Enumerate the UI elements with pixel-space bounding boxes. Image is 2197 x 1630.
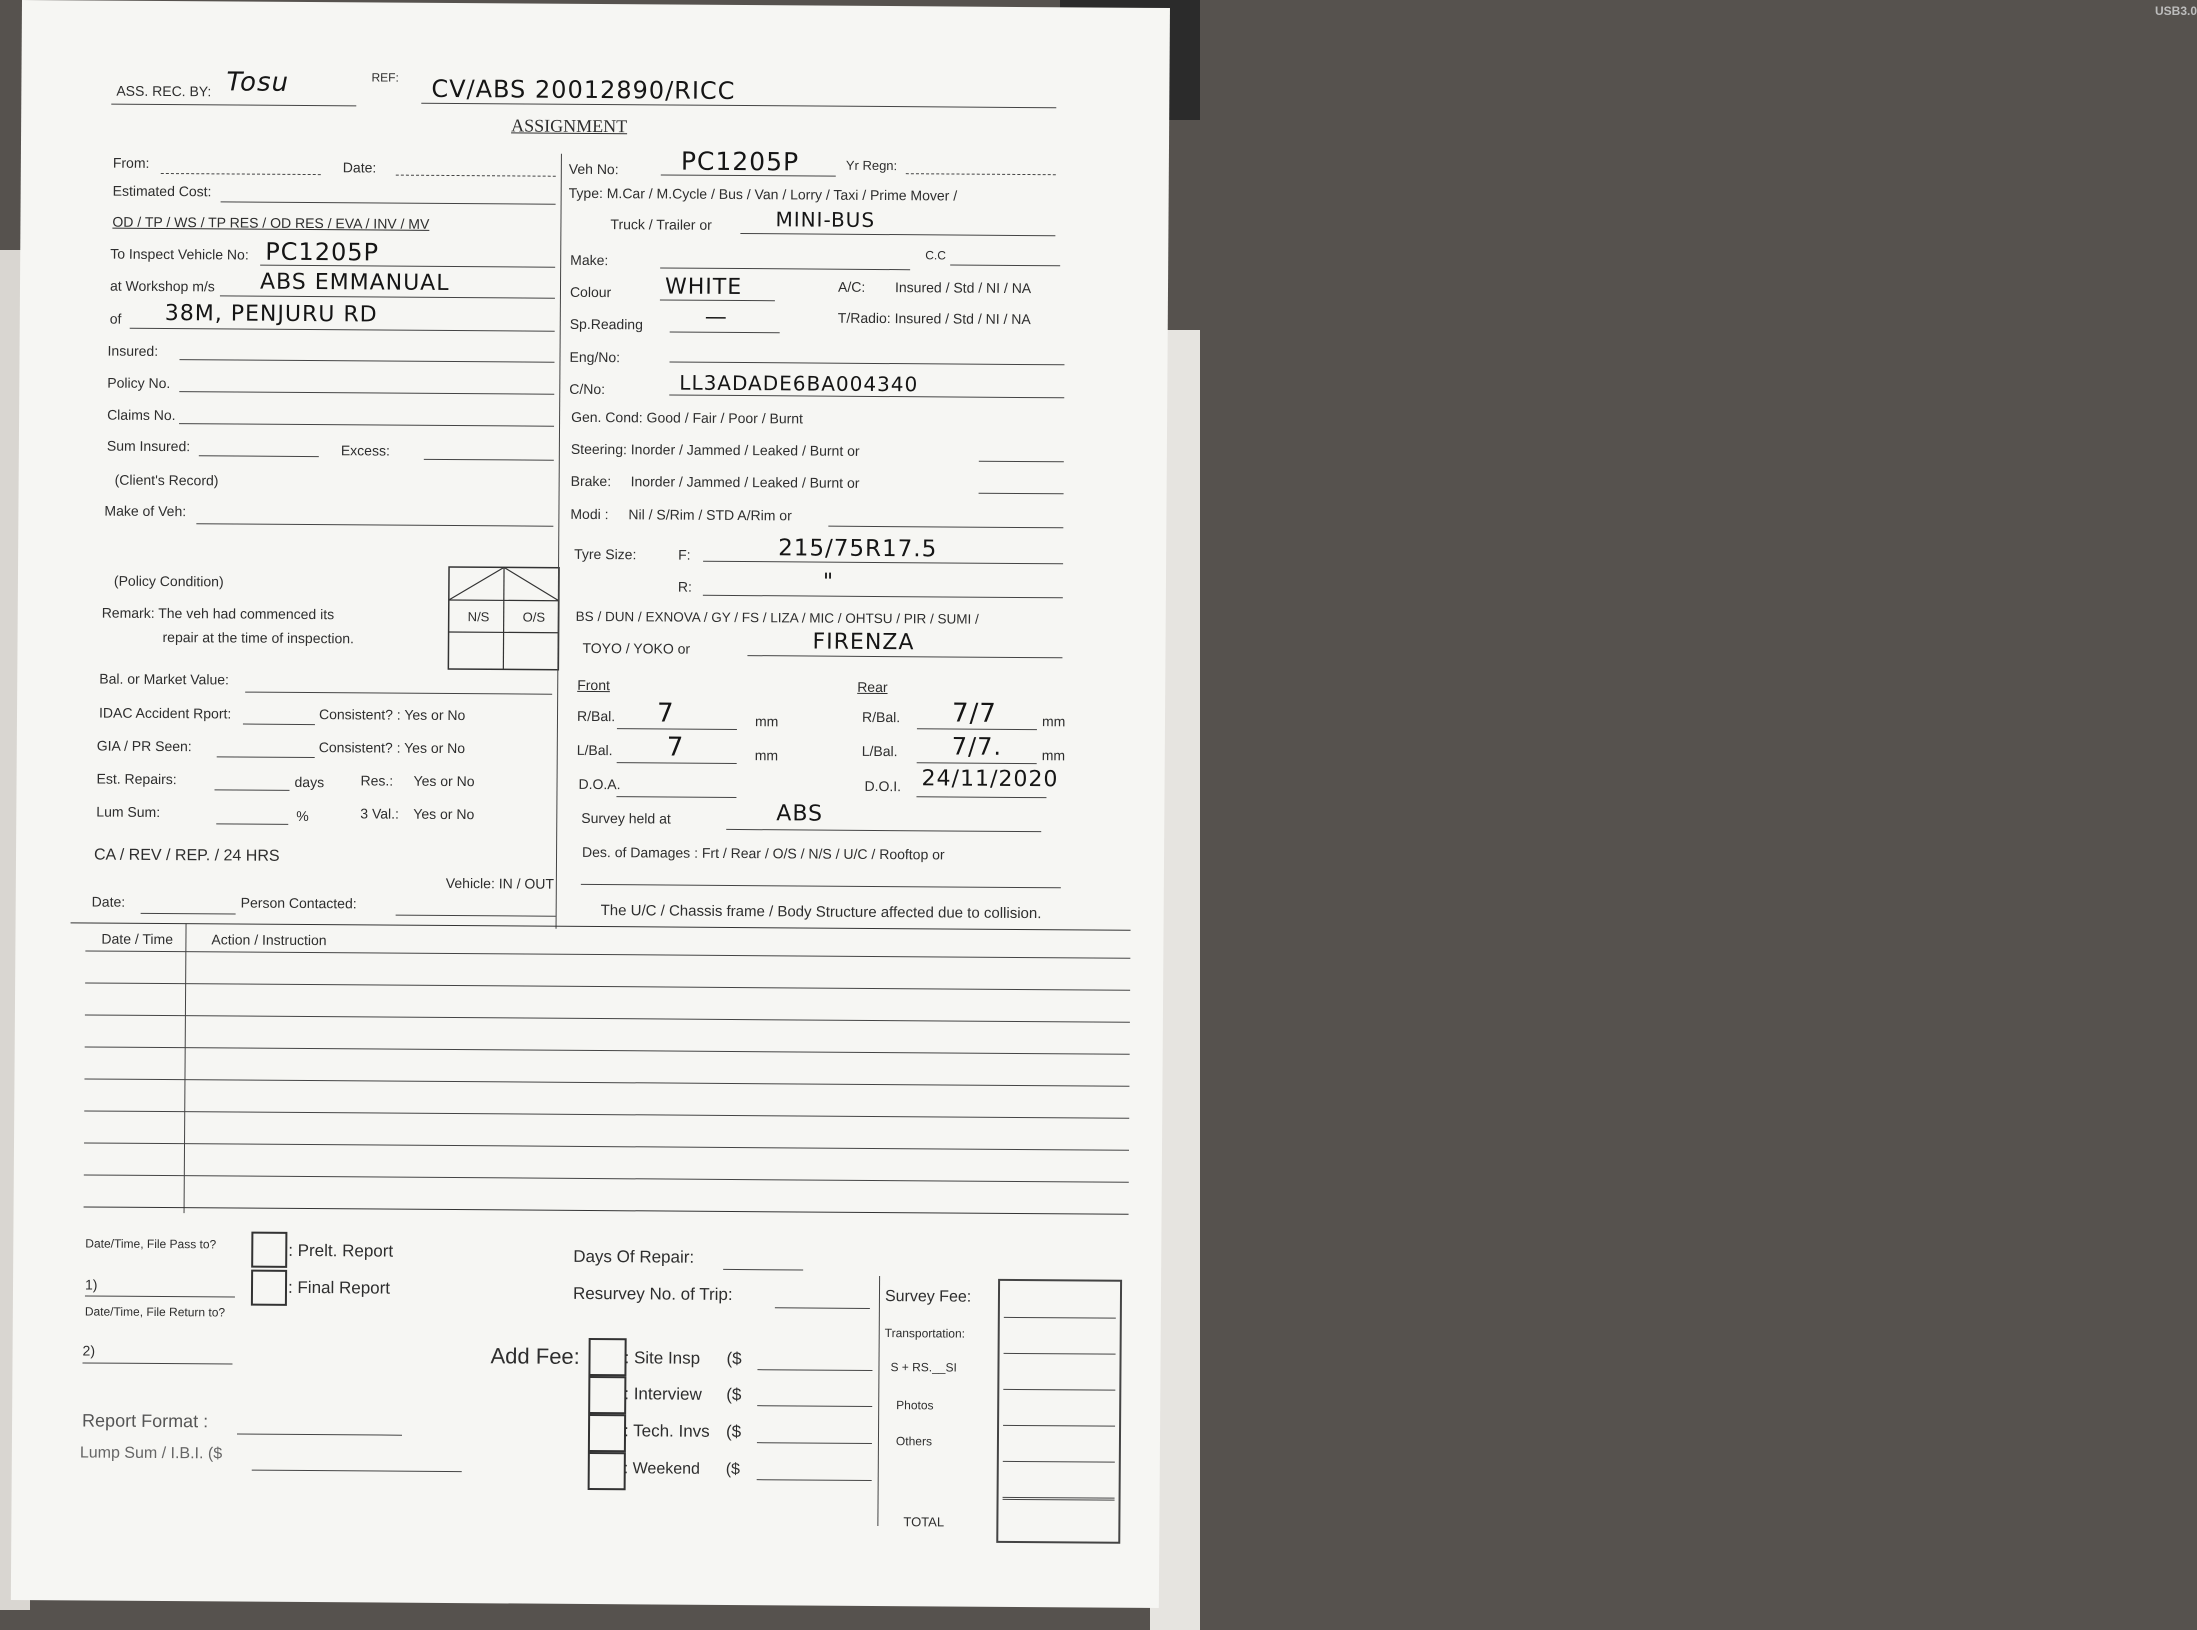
rear-lbal-value[interactable]: 7/7. — [951, 732, 1003, 761]
colour-line — [660, 299, 775, 301]
weekend-checkbox[interactable] — [588, 1452, 626, 1490]
undercarriage-statement: The U/C / Chassis frame / Body Structure affected due to collision. — [600, 902, 1042, 923]
ca-rev-rep-options[interactable]: CA / REV / REP. / 24 HRS — [93, 846, 280, 865]
file-return-label: Date/Time, File Return to? — [84, 1304, 226, 1320]
excess-label: Excess: — [340, 442, 390, 459]
days-of-repair-line — [723, 1269, 803, 1271]
weekend-dollar: ($ — [725, 1460, 741, 1479]
interview-label: : Interview — [624, 1384, 702, 1404]
gia-line — [217, 756, 315, 758]
insured-line — [179, 359, 554, 363]
prelim-report-label: : Prelt. Report — [288, 1240, 394, 1261]
yr-regn-label: Yr Regn: — [845, 157, 898, 174]
days-of-repair-label: Days Of Repair: — [573, 1246, 695, 1267]
lump-sum-line — [252, 1470, 462, 1472]
remark-line-2: repair at the time of inspection. — [162, 628, 355, 647]
tech-invs-label: : Tech. Invs — [623, 1421, 710, 1441]
front-lbal-mm: mm — [754, 747, 779, 764]
ref-value[interactable]: CV/ABS 20012890/RICC — [431, 74, 736, 105]
est-repairs-line — [214, 789, 289, 791]
srs-label: S + RS.__SI — [890, 1360, 957, 1375]
rear-lbal-mm: mm — [1041, 747, 1066, 764]
table-row-line — [85, 1014, 1130, 1022]
make-of-veh-label: Make of Veh: — [104, 502, 187, 520]
front-rbal-line — [617, 728, 737, 730]
add-fee-label: Add Fee: — [490, 1343, 580, 1369]
front-lbal-line — [617, 762, 737, 764]
transportation-label: Transportation: — [884, 1326, 966, 1341]
rear-rbal-label: R/Bal. — [861, 708, 901, 726]
val3-label: 3 Val.: — [360, 805, 400, 822]
address-value[interactable]: 38M, PENJURU RD — [164, 301, 378, 328]
tech-invs-checkbox[interactable] — [588, 1414, 626, 1452]
site-insp-label: : Site Insp — [624, 1348, 701, 1368]
eng-no-label: Eng/No: — [569, 348, 621, 366]
form-title: ASSIGNMENT — [511, 115, 628, 137]
sum-insured-line — [199, 455, 319, 457]
modi-label: Modi : — [570, 505, 609, 523]
steering-options[interactable]: Steering: Inorder / Jammed / Leaked / Burnt or — [570, 440, 860, 459]
doi-line — [916, 796, 1046, 798]
cc-label: C.C — [925, 248, 946, 263]
tyre-front-value[interactable]: 215/75R17.5 — [778, 535, 938, 563]
colour-value[interactable]: WHITE — [664, 274, 743, 301]
from-line — [161, 173, 321, 175]
front-rbal-value[interactable]: 7 — [656, 698, 675, 729]
item-2-label: 2) — [82, 1342, 96, 1359]
report-format-line — [237, 1434, 402, 1436]
tech-invs-dollar: ($ — [725, 1421, 742, 1442]
sum-insured-label: Sum Insured: — [106, 437, 191, 455]
table-bottom-border — [84, 1206, 1129, 1214]
final-report-checkbox[interactable] — [251, 1270, 287, 1306]
estimated-cost-label: Estimated Cost: — [112, 182, 212, 200]
rear-label: Rear — [857, 678, 888, 696]
idac-line — [243, 724, 315, 726]
modi-line — [828, 526, 1063, 529]
truck-type-line — [740, 233, 1055, 236]
general-condition-options[interactable]: Gen. Cond: Good / Fair / Poor / Burnt — [571, 408, 804, 427]
claims-no-line — [179, 423, 554, 427]
others-label: Others — [895, 1434, 933, 1449]
item-2-line — [82, 1362, 232, 1364]
front-label: Front — [577, 676, 610, 694]
weekend-label: : Weekend — [623, 1460, 701, 1478]
vehicle-in-out[interactable]: Vehicle: IN / OUT — [445, 874, 555, 892]
survey-fee-label: Survey Fee: — [884, 1288, 972, 1306]
lum-sum-line — [216, 823, 288, 825]
market-value-line — [245, 692, 552, 695]
fee-total-line — [1003, 1497, 1115, 1501]
gia-consistent[interactable]: Consistent? : Yes or No — [318, 739, 466, 757]
veh-no-value[interactable]: PC1205P — [680, 146, 800, 177]
rear-rbal-mm: mm — [1041, 713, 1066, 730]
fee-amount-row-line — [1003, 1389, 1115, 1391]
interview-line — [757, 1405, 872, 1407]
table-row-line — [84, 1110, 1129, 1118]
damage-description-options[interactable]: Des. of Damages : Frt / Rear / O/S / N/S / U/C / Rooftop or — [582, 843, 945, 863]
front-lbal-label: L/Bal. — [576, 741, 613, 759]
idac-label: IDAC Accident Rport: — [98, 704, 232, 722]
inspect-vehicle-value[interactable]: PC1205P — [265, 237, 380, 267]
fee-amount-row-line — [1004, 1317, 1116, 1319]
address-line — [130, 328, 555, 332]
brake-options[interactable]: Inorder / Jammed / Leaked / Burnt or — [630, 473, 860, 491]
rear-rbal-value[interactable]: 7/7 — [951, 698, 997, 729]
tyre-front-line — [703, 561, 1063, 565]
site-insp-dollar: ($ — [726, 1348, 742, 1369]
clients-record-label: (Client's Record) — [114, 471, 219, 489]
tyre-rear-line — [703, 595, 1063, 599]
cc-line — [950, 264, 1060, 266]
site-insp-line — [757, 1369, 872, 1371]
report-format-label: Report Format : — [82, 1410, 209, 1432]
os-label: O/S — [522, 609, 546, 625]
lump-sum-label: Lump Sum / I.B.I. ($ — [79, 1444, 223, 1463]
colour-label: Colour — [569, 283, 612, 301]
final-report-label: : Final Report — [287, 1277, 391, 1298]
ac-options[interactable]: Insured / Std / NI / NA — [894, 279, 1032, 297]
table-row-line — [84, 1142, 1129, 1150]
fee-amount-row-line — [1003, 1425, 1115, 1427]
estimated-cost-line — [221, 201, 556, 204]
remark-label: Remark: The veh had commenced its — [101, 604, 335, 623]
column-divider — [556, 154, 562, 929]
sp-reading-label: Sp.Reading — [569, 315, 643, 333]
doa-line — [616, 796, 736, 798]
interview-checkbox[interactable] — [588, 1376, 626, 1414]
truck-type-value[interactable]: MINI-BUS — [775, 207, 876, 232]
file-pass-label: Date/Time, File Pass to? — [85, 1236, 217, 1252]
table-top-border — [71, 922, 1131, 930]
ref-line — [421, 103, 1056, 108]
sp-reading-value[interactable]: — — [704, 304, 728, 330]
tyre-rear-value[interactable]: " — [822, 569, 835, 595]
ac-label: A/C: — [837, 278, 866, 295]
val3-yes-no[interactable]: Yes or No — [413, 805, 475, 823]
tyre-brand-options[interactable]: BS / DUN / EXNOVA / GY / FS / LIZA / MIC / OHTSU / PIR / SUMI / — [575, 608, 979, 627]
brake-line — [979, 493, 1064, 495]
est-repairs-label: Est. Repairs: — [96, 770, 177, 788]
chassis-no-value[interactable]: LL3ADADE6BA004340 — [679, 370, 919, 397]
claim-type-options[interactable]: OD / TP / WS / TP RES / OD RES / EVA / INV / MV — [112, 213, 430, 232]
market-value-label: Bal. or Market Value: — [99, 670, 230, 688]
claims-no-label: Claims No. — [107, 406, 176, 424]
damage-description-line — [581, 884, 1061, 888]
fee-amount-row-line — [1003, 1461, 1115, 1463]
doi-value[interactable]: 24/11/2020 — [921, 766, 1059, 793]
survey-held-line — [726, 829, 1041, 832]
action-column-header: Action / Instruction — [211, 931, 327, 949]
veh-no-label: Veh No: — [568, 160, 619, 178]
from-label: From: — [112, 154, 150, 171]
ass-rec-by-line — [111, 104, 356, 107]
date2-label: Date: — [91, 893, 126, 910]
brake-label: Brake: — [570, 472, 612, 490]
photos-label: Photos — [896, 1398, 934, 1413]
interview-dollar: ($ — [726, 1384, 742, 1405]
table-column-divider — [184, 923, 187, 1213]
date-line — [396, 175, 556, 177]
yr-regn-line — [906, 173, 1056, 175]
chassis-no-label: C/No: — [569, 380, 606, 398]
front-rbal-mm: mm — [754, 713, 779, 730]
table-row-line — [85, 982, 1130, 990]
fee-amount-box[interactable] — [996, 1279, 1122, 1544]
prelim-report-checkbox[interactable] — [251, 1232, 287, 1268]
policy-no-label: Policy No. — [107, 374, 171, 392]
assignment-form-sheet — [11, 0, 1170, 1608]
ref-label: REF: — [371, 70, 399, 85]
resurvey-line — [775, 1307, 870, 1309]
doa-label: D.O.A. — [578, 775, 621, 793]
table-row-line — [85, 1046, 1130, 1054]
make-line — [660, 267, 910, 270]
fee-section-divider — [877, 1276, 880, 1526]
rear-rbal-line — [917, 728, 1037, 730]
lum-sum-label: Lum Sum: — [96, 803, 161, 820]
ass-rec-by-signature: Tosu — [226, 67, 290, 98]
steering-line — [979, 461, 1064, 463]
make-of-veh-line — [196, 523, 553, 526]
make-label: Make: — [570, 251, 609, 269]
ass-rec-by-label: ASS. REC. BY: — [116, 82, 212, 100]
vehicle-type-options[interactable]: Type: M.Car / M.Cycle / Bus / Van / Lorry / Taxi / Prime Mover / — [568, 184, 958, 204]
eng-no-line — [669, 362, 1064, 366]
percent-label: % — [296, 807, 309, 825]
tech-invs-line — [757, 1442, 872, 1444]
inspect-vehicle-line — [260, 265, 555, 268]
res-label: Res.: — [360, 772, 394, 789]
idac-consistent[interactable]: Consistent? : Yes or No — [318, 706, 466, 724]
truck-trailer-label: Truck / Trailer or — [610, 216, 712, 233]
table-row-line — [84, 1174, 1129, 1182]
of-label: of — [109, 310, 122, 327]
inspect-vehicle-label: To Inspect Vehicle No: — [110, 245, 249, 263]
person-contacted-line — [396, 915, 556, 917]
front-lbal-value[interactable]: 7 — [666, 732, 685, 763]
item-1-label: 1) — [84, 1276, 98, 1293]
tyre-size-label: Tyre Size: — [574, 545, 637, 563]
workshop-label: at Workshop m/s — [109, 277, 215, 295]
rear-lbal-label: L/Bal. — [861, 742, 898, 760]
usb-label: USB3.0 — [2155, 4, 2197, 18]
person-contacted-label: Person Contacted: — [240, 894, 357, 912]
weekend-line — [757, 1479, 872, 1481]
fee-amount-row-line — [1004, 1353, 1116, 1355]
resurvey-label: Resurvey No. of Trip: — [572, 1283, 733, 1304]
res-yes-no[interactable]: Yes or No — [413, 772, 475, 790]
site-insp-checkbox[interactable] — [588, 1338, 626, 1376]
gia-label: GIA / PR Seen: — [96, 737, 192, 755]
table-row-line — [84, 1078, 1129, 1086]
front-rbal-label: R/Bal. — [576, 707, 616, 725]
item-1-line — [85, 1295, 235, 1297]
tyre-front-label: F: — [678, 546, 691, 563]
tyre-brand-line — [747, 655, 1062, 658]
policy-no-line — [179, 391, 554, 395]
rear-lbal-line — [917, 762, 1037, 764]
chassis-no-line — [669, 395, 1064, 399]
survey-held-value[interactable]: ABS — [776, 801, 824, 827]
total-label: TOTAL — [903, 1514, 945, 1530]
tyre-brand-value[interactable]: FIRENZA — [812, 629, 915, 656]
date-time-column-header: Date / Time — [101, 930, 174, 948]
insured-label: Insured: — [107, 342, 159, 359]
excess-line — [424, 459, 554, 461]
modi-options[interactable]: Nil / S/Rim / STD A/Rim or — [628, 506, 792, 524]
workshop-line — [220, 295, 555, 298]
date-label: Date: — [342, 159, 377, 176]
survey-held-label: Survey held at — [581, 809, 671, 827]
workshop-value[interactable]: ABS EMMANUAL — [259, 269, 450, 296]
ns-label: N/S — [467, 609, 490, 625]
policy-condition-label: (Policy Condition) — [113, 572, 224, 590]
tyre-rear-label: R: — [677, 578, 692, 595]
days-label: days — [294, 773, 325, 791]
date2-line — [141, 913, 236, 915]
table-row-line — [85, 950, 1130, 958]
sp-reading-line — [670, 332, 780, 334]
tradio-options[interactable]: T/Radio: Insured / Std / NI / NA — [837, 309, 1031, 328]
toyo-yoko-label: TOYO / YOKO or — [582, 639, 691, 657]
doi-label: D.O.I. — [864, 777, 902, 795]
veh-no-line — [661, 174, 836, 176]
